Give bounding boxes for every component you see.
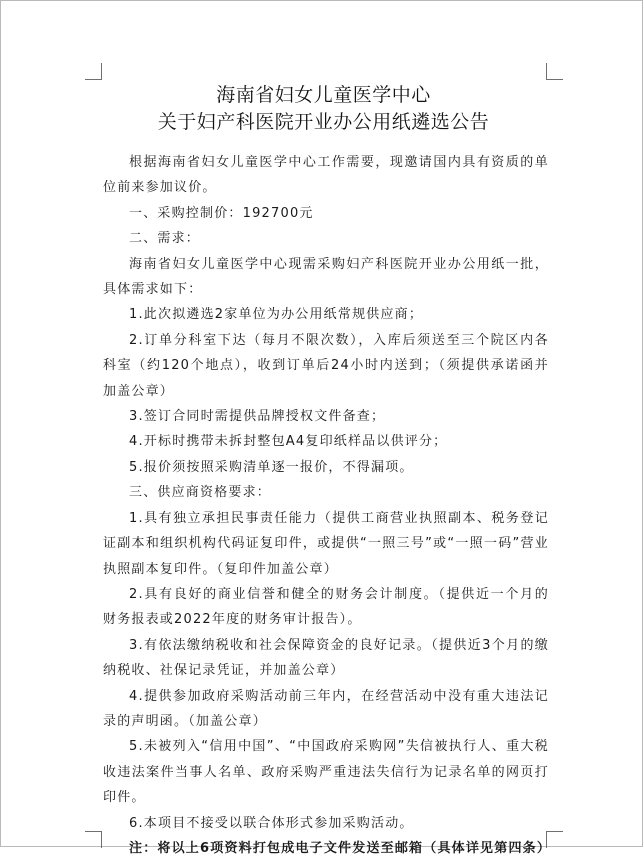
document-title-line1: 海南省妇女儿童医学中心 (216, 84, 431, 106)
paragraph: 4.开标时携带未拆封整包A4复印纸样品以供评分； (129, 434, 448, 450)
document-body (103, 150, 552, 861)
paragraph: 根据海南省妇女儿童医学中心工作需要，现邀请国内具有资质的单位前来参加议价。 (103, 155, 549, 196)
paragraph: 三、供应商资格要求： (129, 485, 272, 501)
paragraph: 2.订单分科室下达（每月不限次数），入库后须送至三个院区内各科室（约120个地点），收到订单后24小时内送到；（须提供承诺函并加盖公章） (103, 332, 549, 399)
note-paragraph: 注：将以上6项资料打包成电子文件发送至邮箱（具体详见第四条） (129, 840, 552, 856)
paragraph: 1.此次拟遴选2家单位为办公用纸常规供应商； (129, 307, 424, 323)
paragraph: 3.签订合同时需提供品牌授权文件备查； (129, 409, 386, 425)
document-title-line2: 关于妇产科医院开业办公用纸遴选公告 (157, 111, 490, 133)
crop-mark-top-right (546, 63, 563, 80)
paragraph: 2.具有良好的商业信誉和健全的财务会计制度。（提供近一个月的财务报表或2022年度的财务审计报告）。 (103, 586, 549, 628)
paragraph: 一、采购控制价：192700元 (129, 205, 314, 221)
paragraph: 1.具有独立承担民事责任能力（提供工商营业执照副本、税务登记证副本和组织机构代码证复印件，或提供“一照三号”或“一照一码”营业执照副本复印件。（复印件加盖公章） (103, 510, 549, 577)
paragraph: 6.本项目不接受以联合体形式参加采购活动。 (129, 815, 414, 831)
paragraph: 3.有依法缴纳税收和社会保障资金的良好记录。（提供近3个月的缴纳税收、社保记录凭证，并加盖公章） (103, 637, 549, 679)
paragraph: 4.提供参加政府采购活动前三年内，在经营活动中没有重大违法记录的声明函。（加盖公章） (103, 688, 549, 729)
paragraph: 5.报价须按照采购清单逐一报价，不得漏项。 (129, 459, 414, 475)
crop-mark-bottom-left (85, 831, 102, 848)
paragraph: 二、需求： (129, 231, 201, 247)
paragraph: 5.未被列入“信用中国”、“中国政府采购网”失信被执行人、重大税收违法案件当事人名单、政府采购严重违法失信行为记录名单的网页打印件。 (103, 739, 549, 806)
crop-mark-top-left (85, 63, 102, 80)
paragraph: 海南省妇女儿童医学中心现需采购妇产科医院开业办公用纸一批，具体需求如下： (103, 256, 549, 298)
